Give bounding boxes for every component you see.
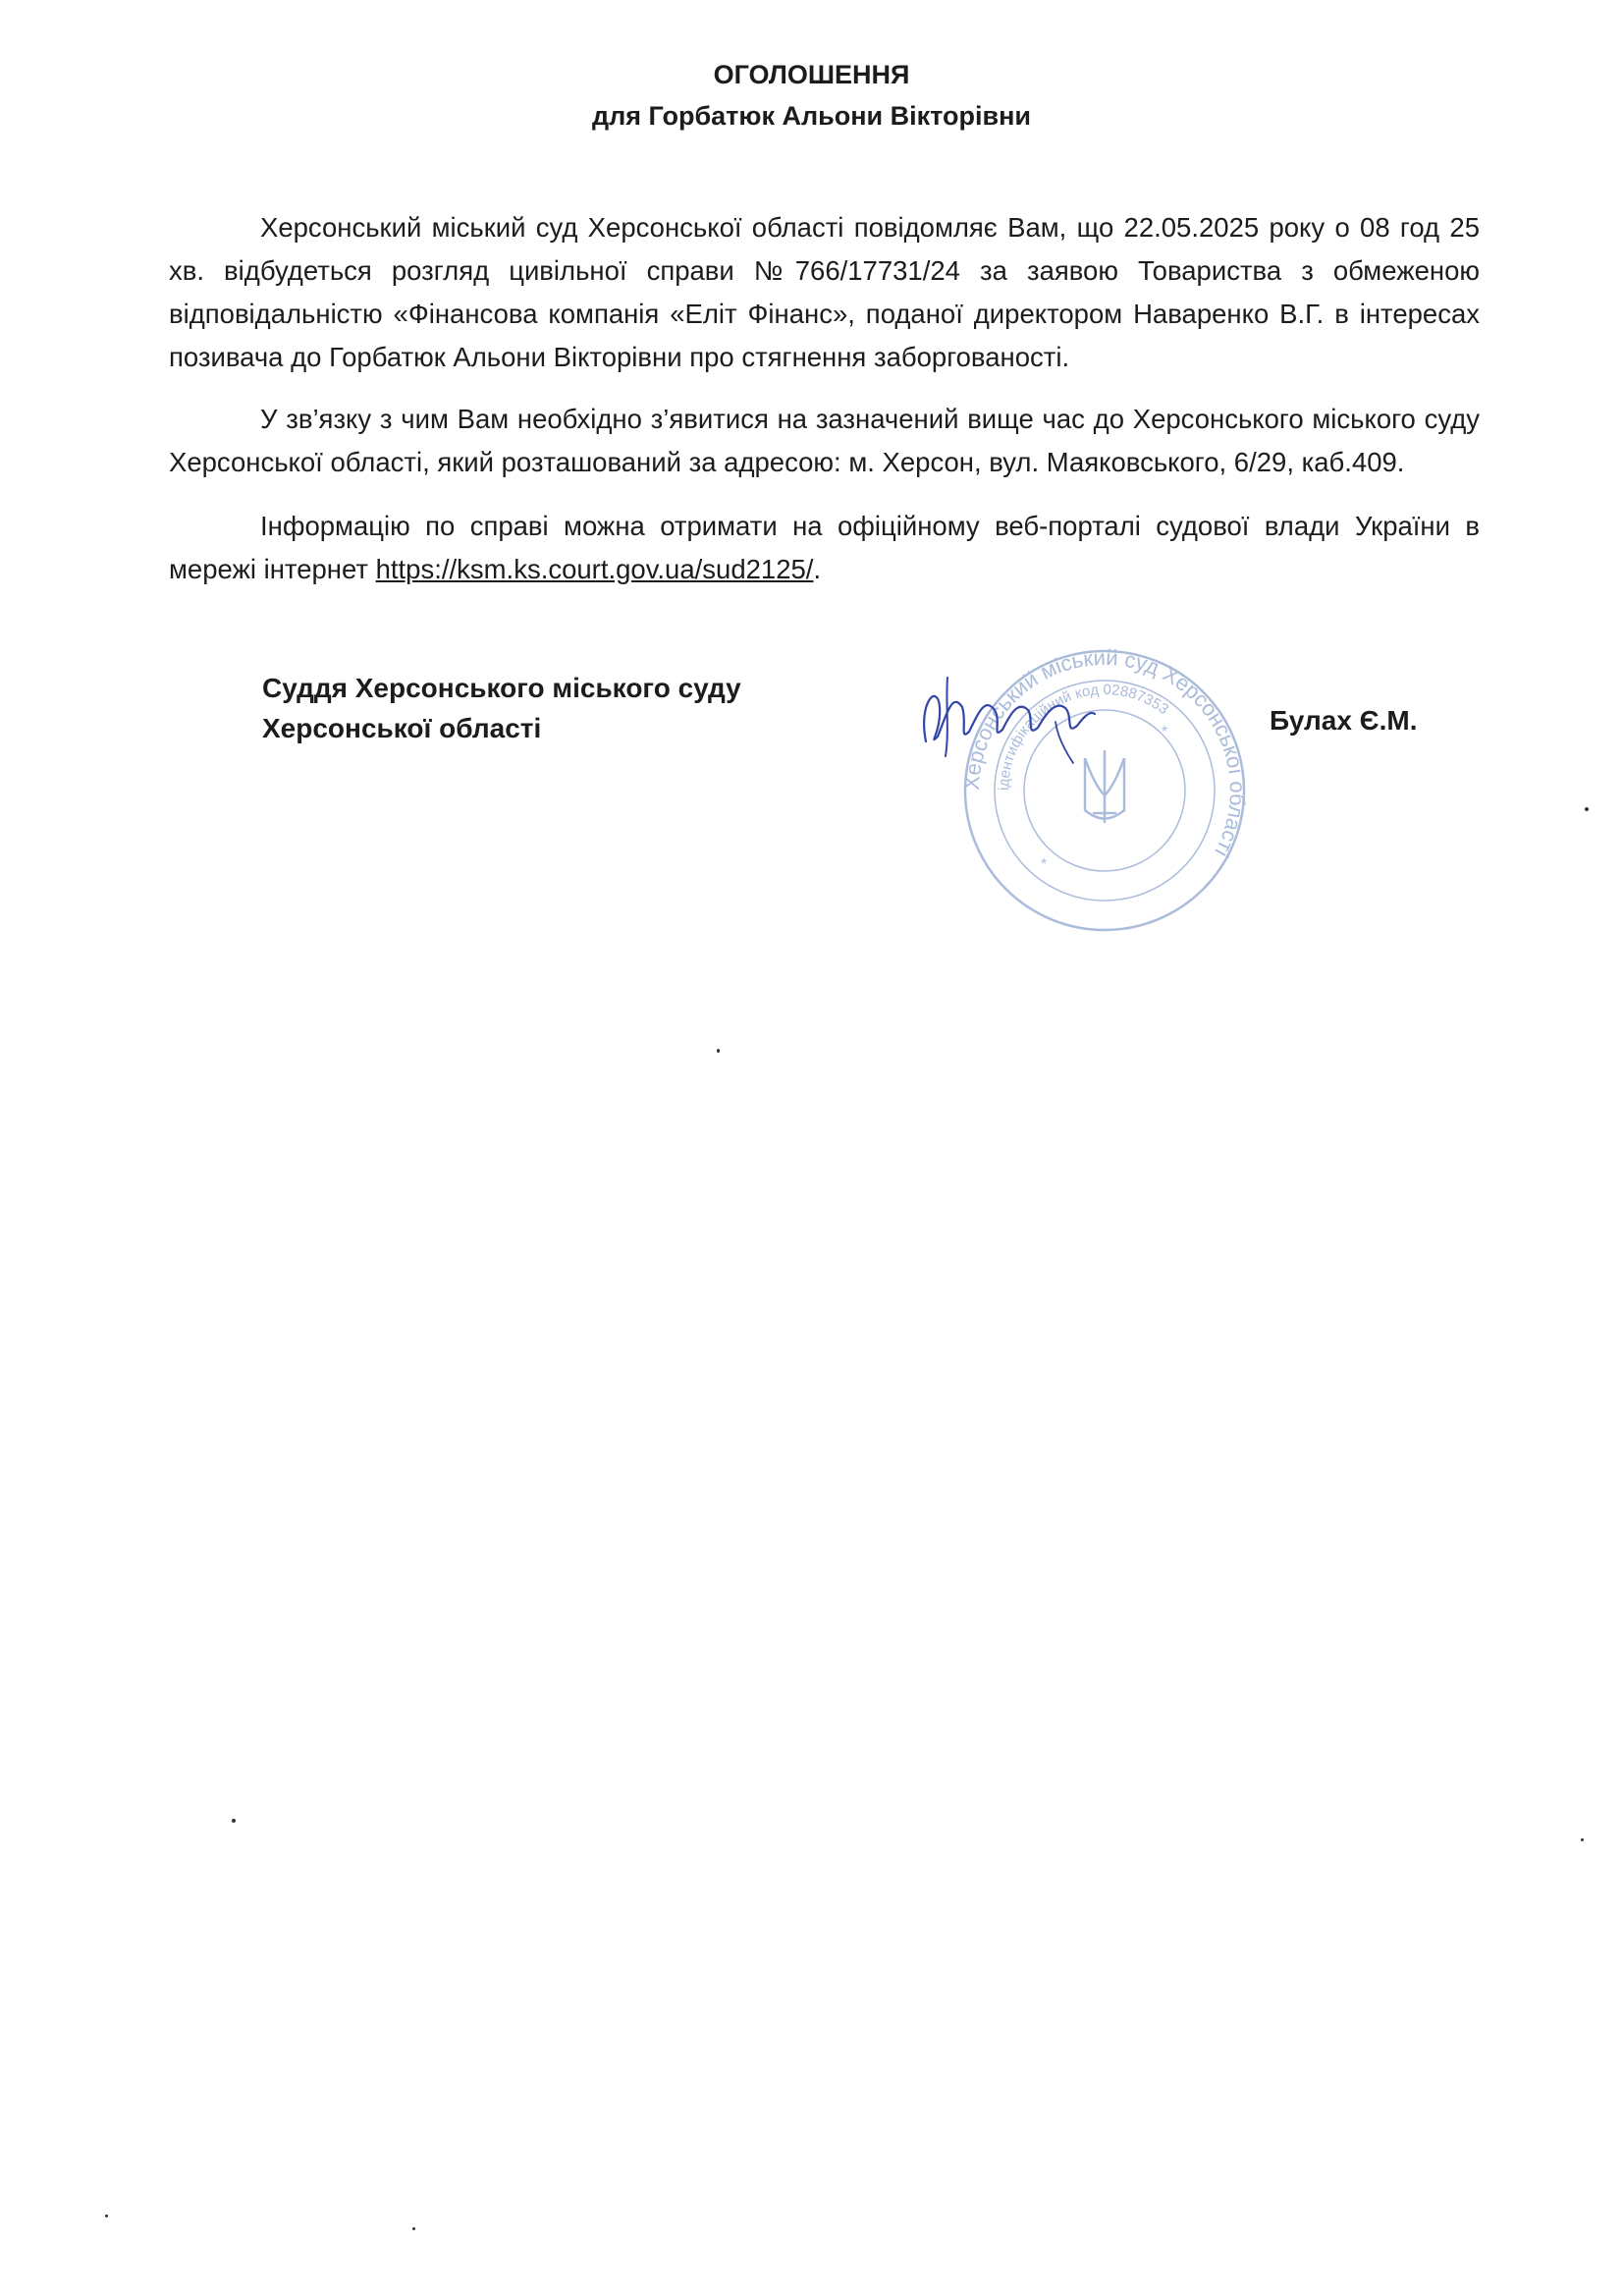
judge-title — [262, 668, 741, 748]
svg-text:*: * — [1162, 724, 1168, 740]
judge-title-line-1: Суддя Херсонського міського суду — [262, 673, 741, 703]
svg-text:*: * — [1041, 856, 1048, 873]
stamp-outer-text: Херсонський міський суд Херсонської області — [958, 648, 1251, 862]
page-subtitle: для Горбатюк Альони Вікторівни — [591, 101, 1031, 131]
info-text-end: . — [813, 554, 822, 584]
judge-name: Булах Є.М. — [1270, 705, 1418, 736]
scan-speck — [1585, 807, 1589, 811]
notice-paragraph-2: У зв’язку з чим Вам необхідно з’явитися на зазначений вище час до Херсонського міського суду Херсонської області, який розташований за адресою: м. Херсон, вул. Маяковського, 6/29, каб.409. — [169, 404, 1480, 477]
page-title: ОГОЛОШЕННЯ — [713, 60, 910, 89]
scan-speck — [105, 2214, 108, 2217]
scan-speck — [717, 1049, 720, 1053]
scan-speck — [232, 1819, 236, 1823]
judge-title-line-2: Херсонської області — [262, 713, 542, 743]
scan-speck — [1581, 1838, 1584, 1841]
scan-speck — [412, 2227, 415, 2230]
stamp-inner-text: ідентифікаційний код 02887353 — [995, 681, 1172, 792]
court-portal-link[interactable]: https://ksm.ks.court.gov.ua/sud2125/ — [375, 554, 814, 584]
info-text: Інформацію по справі можна отримати на офіційному веб-порталі судової влади України в мережі інтернет — [169, 511, 1480, 584]
judge-signature — [908, 653, 1105, 771]
notice-paragraph-1: Херсонський міський суд Херсонської області повідомляє Вам, що 22.05.2025 року о 08 год 25 хв. відбудеться розгляд цивільної справи №766/17731/24 за заявою Товариства з обмеженою відповідальністю «Фінансова компанія «Еліт Фінанс», поданої директором Наваренко В.Г. в інтересах позивача до Горбатюк Альони Вікторівни про стягнення заборгованості. — [169, 212, 1480, 372]
notice-paragraph-3 — [169, 505, 1480, 591]
